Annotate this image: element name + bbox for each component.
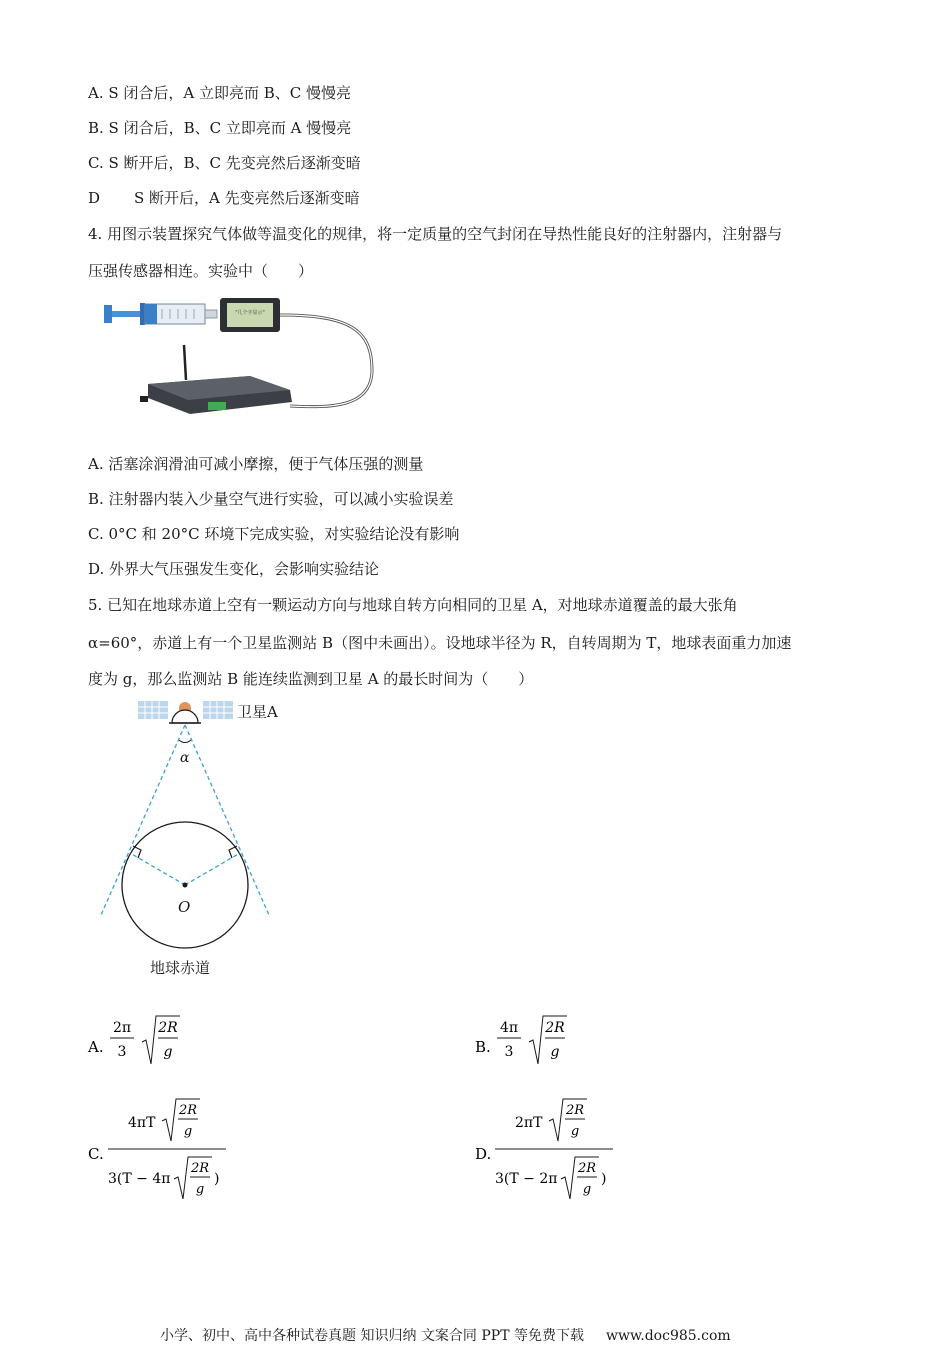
q3-option-c: C. S 断开后，B、C 先变亮然后逐渐变暗 (88, 154, 361, 172)
option-b-coef-den: 3 (504, 1044, 514, 1060)
q4-stem-line1: 4. 用图示装置探究气体做等温变化的规律，将一定质量的空气封闭在导热性能良好的注射器内，注射器与 (88, 225, 783, 243)
q5-option-c (88, 1095, 238, 1211)
option-c-num-coef: 4πT (128, 1115, 156, 1131)
footer-text: 小学、初中、高中各种试卷真题 知识归纳 文案合同 PPT 等免费下载 (160, 1328, 584, 1344)
option-b-rad-den: g (550, 1044, 560, 1060)
q5-stem-line2: α=60°，赤道上有一个卫星监测站 B（图中未画出）。设地球半径为 R，自转周期为 T，地球表面重力加速 (88, 634, 792, 652)
option-d-num-rad-den: g (570, 1124, 580, 1139)
syringe-illustration (104, 303, 217, 325)
satellite-label: 卫星A (237, 703, 278, 721)
option-a-rad-den: g (163, 1044, 173, 1060)
option-d-label: D. (475, 1145, 492, 1163)
q5-option-a (88, 1012, 198, 1074)
q4-option-c: C. 0°C 和 20°C 环境下完成实验，对实验结论没有影响 (88, 525, 460, 543)
option-d-den-prefix: 3(T − 2π (495, 1171, 558, 1187)
q5-stem-line3: 度为 g，那么监测站 B 能连续监测到卫星 A 的最长时间为（ ） (88, 670, 534, 688)
data-collector (140, 345, 292, 414)
option-b-rad-num: 2R (545, 1020, 565, 1036)
option-d-num-coef: 2πT (515, 1115, 543, 1131)
option-d-den-rad-num: 2R (577, 1161, 597, 1176)
option-d-num-rad-num: 2R (565, 1103, 585, 1118)
option-c-close: ) (214, 1171, 220, 1187)
q3-option-d-text: S 断开后，A 先变亮然后逐渐变暗 (134, 189, 360, 207)
q5-satellite-figure (95, 695, 325, 985)
option-c-label: C. (88, 1145, 104, 1163)
option-a-rad-num: 2R (158, 1020, 178, 1036)
center-label: O (178, 898, 191, 916)
q3-option-d-label: D (88, 189, 101, 207)
option-c-den-rad-num: 2R (190, 1161, 210, 1176)
figure-caption: 地球赤道 (150, 959, 211, 977)
option-d-close: ) (601, 1171, 607, 1187)
option-c-den-prefix: 3(T − 4π (108, 1171, 171, 1187)
option-b-label: B. (475, 1038, 491, 1056)
option-d-den-rad-den: g (582, 1182, 592, 1197)
q5-stem-line1: 5. 已知在地球赤道上空有一颗运动方向与地球自转方向相同的卫星 A，对地球赤道覆盖的最大张角 (88, 596, 738, 614)
q5-option-d (475, 1095, 625, 1211)
page-footer (160, 1325, 731, 1345)
option-c-num-rad-num: 2R (178, 1103, 198, 1118)
option-c-den-rad-den: g (195, 1182, 205, 1197)
angle-label: α (180, 750, 190, 766)
option-b-coef-num: 4π (499, 1020, 519, 1036)
q3-option-b: B. S 闭合后，B、C 立即亮而 A 慢慢亮 (88, 119, 352, 137)
q4-option-a: A. 活塞涂润滑油可减小摩擦，便于气体压强的测量 (88, 455, 424, 473)
q3-option-d (88, 187, 360, 208)
q4-option-d: D. 外界大气压强发生变化，会影响实验结论 (88, 560, 380, 578)
q4-option-b: B. 注射器内装入少量空气进行实验，可以减小实验误差 (88, 490, 454, 508)
pressure-sensor (220, 298, 280, 332)
footer-url[interactable]: www.doc985.com (605, 1328, 731, 1344)
q4-apparatus-figure (100, 290, 380, 420)
option-a-label: A. (88, 1038, 104, 1056)
satellite-icon (169, 702, 201, 723)
q3-option-a: A. S 闭合后，A 立即亮而 B、C 慢慢亮 (88, 84, 352, 102)
option-c-num-rad-den: g (183, 1124, 193, 1139)
center-point (183, 883, 188, 888)
sensor-screen-text: "几个字显示" (235, 310, 265, 316)
option-a-coef-den: 3 (117, 1044, 127, 1060)
q5-option-b (475, 1012, 585, 1074)
option-a-coef-num: 2π (112, 1020, 132, 1036)
q4-stem-line2: 压强传感器相连。实验中（ ） (88, 262, 314, 280)
